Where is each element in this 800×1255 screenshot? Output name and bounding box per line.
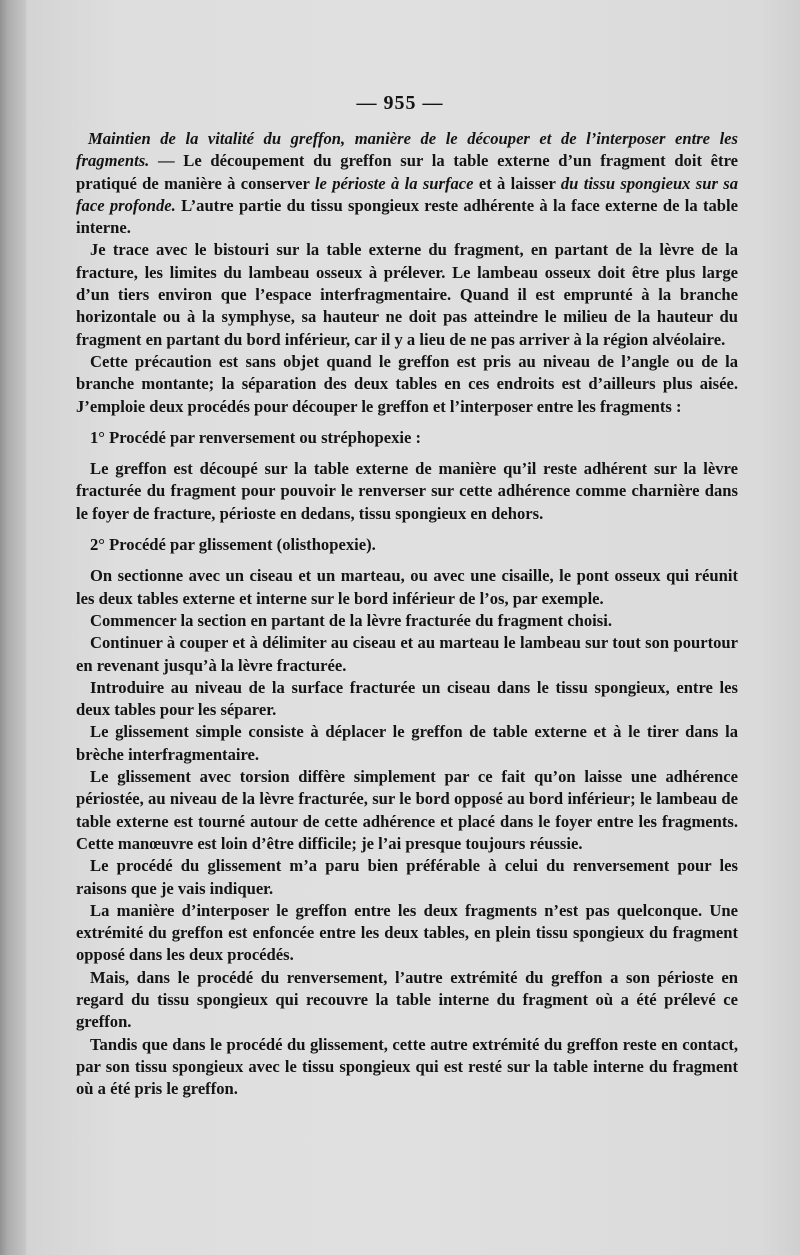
paragraph-renversement-detail: Mais, dans le procédé du renversement, l’autre extrémité du greffon a son périoste en regard du tissu spongieux qui recouvre la table interne du fragment où a été prélevé ce greffon. <box>76 967 738 1032</box>
paragraph-glissement-detail: Tandis que dans le procédé du glissement, cette autre extrémité du greffon reste en contact, par son tissu spongieux avec le tissu spongieux qui est resté sur la table interne du fragment où a été pris le greffon. <box>76 1034 738 1099</box>
paragraph-glissement-simple: Le glissement simple consiste à déplacer le greffon de table externe et à le tirer dans la brèche interfragmentaire. <box>76 722 738 764</box>
heading-italic-1: le périoste à la surface <box>314 173 474 193</box>
paragraph-introduire: Introduire au niveau de la surface fracturée un ciseau dans le tissu spongieux, entre les deux tables pour les séparer. <box>76 677 738 720</box>
book-gutter-shadow <box>0 0 26 1255</box>
heading-italic-2: du tissu spongieux sur sa face profonde. <box>76 173 738 215</box>
paragraph-preference: Le procédé du glissement m’a paru bien préférable à celui du renversement pour les raisons que je vais indiquer. <box>76 856 738 898</box>
paragraph-tracing: Je trace avec le bistouri sur la table externe du fragment, en partant de la lèvre de la fracture, les limites du lambeau osseux à prélever. Le lambeau osseux doit être plus large d’un tiers environ que l’espace interfragmentaire. Quand il est emprunté à la branche horizontale ou à la symphyse, sa hauteur ne doit pas atteindre le milieu de la hauteur du fragment en partant du bord inférieur, car il y a lieu de ne pas arriver à la région alvéolaire. <box>76 240 738 349</box>
heading-text-3: L’autre partie du tissu spongieux reste adhérente à la face externe de la table interne. <box>76 195 738 238</box>
heading-text-2: et à laisser <box>473 173 561 193</box>
paragraph-continuer: Continuer à couper et à délimiter au ciseau et au marteau le lambeau sur tout son pourtour en revenant jusqu’à la lèvre fracturée. <box>76 633 738 675</box>
body-text <box>76 128 738 1100</box>
procedure-1-heading: 1° Procédé par renversement ou stréphopexie : <box>90 427 422 447</box>
paragraph-glissement-torsion: Le glissement avec torsion diffère simplement par ce fait qu’on laisse une adhérence périostée, au niveau de la lèvre fracturée, sur le bord opposé au bord inférieur; le lambeau de table externe est tourné autour de cette adhérence et placé dans le foyer entre les fragments. Cette manœuvre est loin d’être difficile; je l’ai presque toujours réussie. <box>76 767 738 853</box>
heading-text-1: Le découpement du greffon sur la table externe d’un fragment doit être pratiqué de manière à conserver <box>76 151 739 193</box>
page-number: — 955 — <box>356 92 444 114</box>
paragraph-precaution: Cette précaution est sans objet quand le greffon est pris au niveau de l’angle ou de la branche montante; la séparation des deux tables en ces endroits est d’ailleurs plus aisée. J’emploie deux procédés pour découper le greffon et l’interposer entre les fragments : <box>76 351 738 416</box>
procedure-2-heading: 2° Procédé par glissement (olisthopexie). <box>90 535 376 555</box>
section-title: Maintien de la vitalité du greffon, manière de le découper et de l’interposer entre les fragments. <box>76 129 738 171</box>
paragraph-section: On sectionne avec un ciseau et un marteau, ou avec une cisaille, le pont osseux qui réunit les deux tables externe et interne sur le bord inférieur de l’os, par exemple. <box>76 566 738 608</box>
paragraph-interposition: La manière d’interposer le greffon entre les deux fragments n’est pas quelconque. Une extrémité du greffon est enfoncée entre les deux tables, en plein tissu spongieux du fragment opposé dans les deux procédés. <box>76 900 738 965</box>
heading-dash: — <box>149 151 184 171</box>
section-heading-paragraph <box>76 128 738 239</box>
paragraph-commencer: Commencer la section en partant de la lèvre fracturée du fragment choisi. <box>90 610 612 630</box>
paragraph-renversement: Le greffon est découpé sur la table externe de manière qu’il reste adhérent sur la lèvre fracturée du fragment pour pouvoir le renverser sur cette adhérence comme charnière dans le foyer de fracture, périoste en dedans, tissu spongieux en dehors. <box>76 459 738 523</box>
